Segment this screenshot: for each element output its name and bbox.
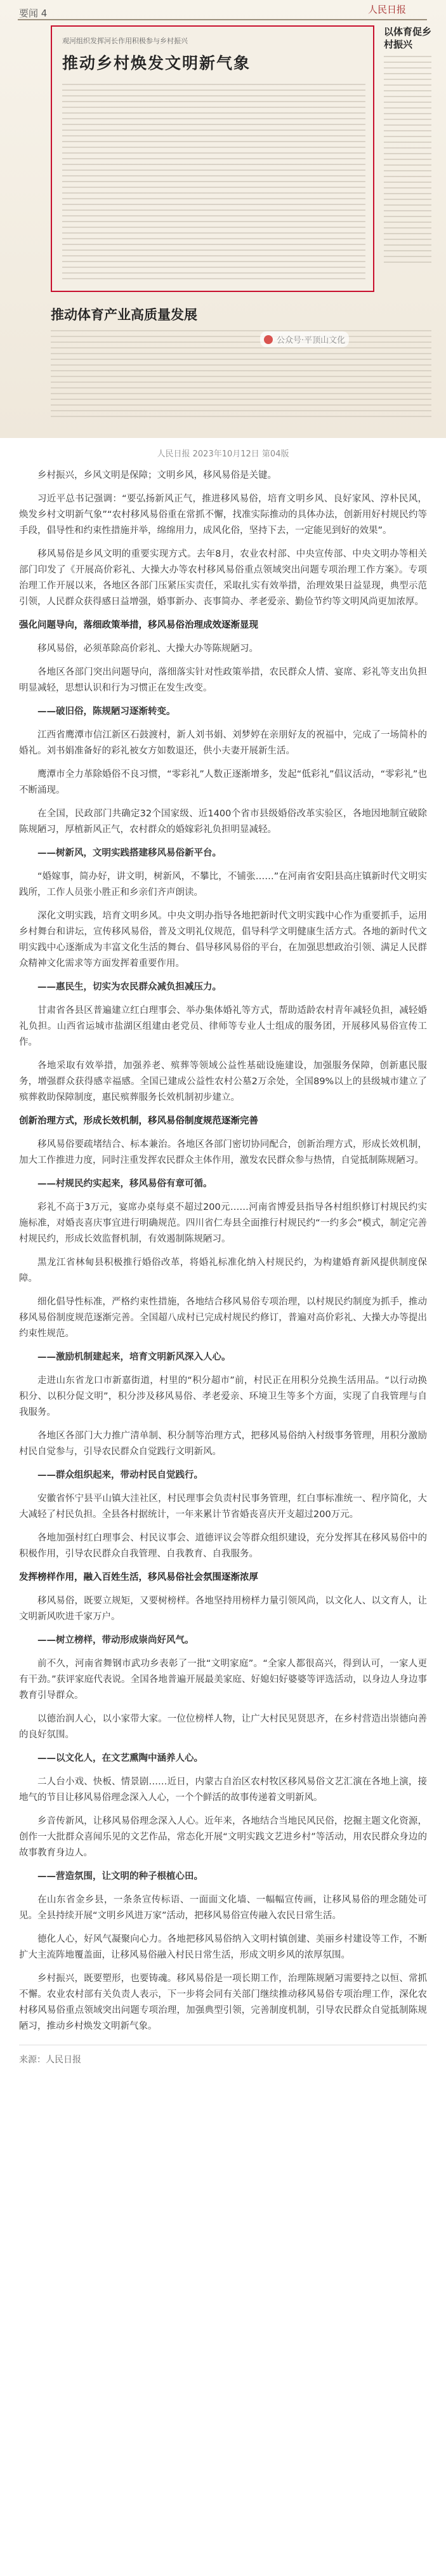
article-paragraph: ——以文化人，在文艺熏陶中涵养人心。 — [37, 1753, 203, 1763]
article-paragraph: 乡村振兴，既要塑形，也要铸魂。移风易俗是一项长期工作，治理陈规陋习需要持之以恒、常抓不懈。农业农村部有关负责人表示，下一步将会同有关部门继续推动移风易俗专项治理工作，深化农村移风易俗重点领域突出问题专项治理，加强典型引领，完善制度机制，引导农民群众自觉抵制陈规陋习，推动乡村焕发文明新气象。 — [19, 1974, 427, 2031]
article-body — [0, 468, 446, 2035]
article-paragraph: ——激励机制建起来，培育文明新风深入人心。 — [37, 1352, 231, 1362]
article-paragraph: 移风易俗，必须革除高价彩礼、大操大办等陈规陋习。 — [37, 644, 258, 654]
article-paragraph: 各地区各部门大力推广清单制、积分制等治理方式，把移风易俗纳入村级事务管理，用积分激励村民自觉参与，引导农民群众自觉践行文明新风。 — [19, 1431, 427, 1457]
side-text-lines — [384, 56, 431, 265]
article-paragraph: 移风易俗要疏堵结合、标本兼治。各地区各部门密切协同配合，创新治理方式，形成长效机制，加大工作推进力度，同时注重发挥农民群众主体作用，激发农民群众参与热情，自觉抵制陈规陋习。 — [19, 1139, 427, 1165]
article-paragraph: “婚嫁事，简办好，讲文明，树新风，不攀比，不铺张……”在河南省安阳县高庄镇新时代文明实践所，工作人员张小胜正和乡亲们齐声朗读。 — [19, 872, 427, 898]
article-paragraph: ——惠民生，切实为农民群众减负担减压力。 — [37, 982, 221, 992]
article-paragraph: 江西省鹰潭市信江新区石鼓渡村，新人刘书娟、刘梦婷在亲朋好友的祝福中，完成了一场简朴的婚礼。刘书娟准备好的彩礼被女方如数退还，供小夫妻开展新生活。 — [19, 730, 427, 756]
article-paragraph: 走进山东省龙口市新嘉街道，村里的“积分超市”前，村民正在用积分兑换生活用品。“以行动换积分、以积分促文明”，积分涉及移风易俗、孝老爱亲、环境卫生等多个方面，实现了自我管理与自我服务。 — [19, 1376, 427, 1417]
article-paragraph: 移风易俗是乡风文明的重要实现方式。去年8月，农业农村部、中央宣传部、中央文明办等相关部门印发了《开展高价彩礼、大操大办等农村移风易俗重点领域突出问题专项治理工作方案》。专项治理工作开展以来，各地区各部门压紧压实责任，采取扎实有效举措，治理效果日益显现，典型示范引领，人民群众获得感日益增强，婚事新办、丧事简办、孝老爱亲、勤俭节约等文明风尚更加浓厚。 — [19, 549, 427, 607]
page-label: 要闻 4 — [19, 8, 48, 19]
highlighted-article-box — [51, 25, 374, 292]
article-paragraph: ——村规民约实起来，移风易俗有章可循。 — [37, 1179, 213, 1189]
article-paragraph: ——营造氛围，让文明的种子根植心田。 — [37, 1871, 203, 1882]
article-paragraph: 德化人心，好风气凝聚向心力。各地把移风易俗纳入文明村镇创建、美丽乡村建设等工作，不断扩大主流阵地覆盖面，让移风易俗融入村民日常生活，形成文明乡风的浓厚氛围。 — [19, 1934, 427, 1960]
side-column — [384, 25, 431, 292]
article-paragraph: 彩礼不高于3万元，宴席办桌每桌不超过200元……河南省博爱县指导各村组织修订村规民约实施标准，对婚丧喜庆事宜进行明确规范。四川省仁寿县全面推行村规民约“一约多会”模式，制定完善村规民约，形成长效监督机制，有效遏制陈规陋习。 — [19, 1202, 427, 1244]
section-heading: 发挥榜样作用，融入百姓生活，移风易俗社会氛围逐渐浓厚 — [19, 1572, 258, 1583]
article-paragraph: 安徽省怀宁县平山镇大洼社区，村民理事会负责村民事务管理，红白事标准统一、程序简化，大大减轻了村民负担。全县各村据统计，一年来累计节省婚丧喜庆开支超过200万元。 — [19, 1494, 427, 1520]
lower-text-lines — [51, 330, 431, 419]
headline-kicker: 观河组织发挥河长作用积极参与乡村振兴 — [62, 37, 188, 45]
watermark — [260, 331, 349, 347]
article-paragraph: 各地加强村红白理事会、村民议事会、道德评议会等群众组织建设，充分发挥其在移风易俗中的积极作用，引导农民群众自我管理、自我教育、自我服务。 — [19, 1533, 427, 1559]
article-paragraph: 各地采取有效举措，加强养老、殡葬等领域公益性基础设施建设，加强服务保障，创新惠民服务，增强群众获得感幸福感。全国已建成公益性农村公墓2万余处，全国89%以上的县级城市建立了殡葬救助保障制度，惠民殡葬服务长效机制初步建立。 — [19, 1061, 427, 1103]
article-paragraph: 在山东省金乡县，一条条宣传标语、一面面文化墙、一幅幅宣传画，让移风易俗的理念随处可见。全县持续开展“文明乡风进万家”活动，把移风易俗宣传融入农民日常生活。 — [19, 1895, 427, 1921]
article-paragraph: 习近平总书记强调：“要弘扬新风正气，推进移风易俗，培育文明乡风、良好家风、淳朴民风，焕发乡村文明新气象”“农村移风易俗重在常抓不懈，找准实际推动的具体办法，创新用好村规民约等手段，倡导性和约束性措施并举，绵绵用力，成风化俗，坚持下去，一定能见到好的效果”。 — [19, 494, 427, 536]
section-heading: 强化问题导向，落细政策举措，移风易俗治理成效逐渐显现 — [19, 620, 258, 630]
lower-headline: 推动体育产业高质量发展 — [51, 307, 197, 322]
article-paragraph: 甘肃省各县区普遍建立红白理事会、举办集体婚礼等方式，帮助适龄农村青年减轻负担，减轻婚礼负担。山西省运城市盐湖区组建由老党员、律师等专业人士组成的服务团，开展移风易俗宣传工作。 — [19, 1006, 427, 1047]
side-headline: 以体育促乡村振兴 — [384, 26, 432, 50]
article-paragraph: 乡音传新风，让移风易俗理念深入人心。近年来，各地结合当地民风民俗，挖掘主题文化资源，创作一大批群众喜闻乐见的文艺作品，常态化开展“文明实践文艺进乡村”等活动，用农民群众身边的故事教育身边人。 — [19, 1816, 427, 1858]
article-paragraph: 移风易俗，既要立规矩，又要树榜样。各地坚持用榜样力量引领风尚，以文化人、以文育人，让文明新风吹进千家万户。 — [19, 1596, 427, 1622]
watermark-text: 公众号·平顶山文化 — [277, 336, 346, 345]
article-paragraph: 黑龙江省林甸县积极推行婚俗改革，将婚礼标准化纳入村规民约，为构建婚育新风提供制度保障。 — [19, 1258, 427, 1284]
image-caption: 人民日报 2023年10月12日 第04版 — [157, 449, 289, 459]
wechat-account-icon — [264, 335, 273, 344]
section-heading: 创新治理方式，形成长效机制，移风易俗制度规范逐渐完善 — [19, 1116, 258, 1126]
article-paragraph: 二人台小戏、快板、情景剧……近日，内蒙古自治区农村牧区移风易俗文艺汇演在各地上演，接地气的节目让移风易俗理念深入人心，一个个鲜活的故事传递着文明新风。 — [19, 1777, 427, 1803]
article-text-lines — [62, 84, 365, 281]
article-paragraph: 各地区各部门突出问题导向，落细落实针对性政策举措，农民群众人情、宴席、彩礼等支出负担明显减轻，思想认识和行为习惯正在发生改变。 — [19, 667, 427, 693]
article-paragraph: ——群众组织起来，带动村民自觉践行。 — [37, 1470, 203, 1480]
article-paragraph: 深化文明实践，培育文明乡风。中央文明办指导各地把新时代文明实践中心作为重要抓手，运用乡村舞台和讲坛，宣传移风易俗，普及文明礼仪规范，倡导科学文明健康生活方式。各地的新时代文明实践中心逐渐成为丰富文化生活的舞台、倡导移风易俗的平台，在加强思想政治引领、满足人民群众精神文化需求等方面发挥着重要作用。 — [19, 911, 427, 969]
article-paragraph: 以德治润人心，以小家带大家。一位位榜样人物，让广大村民见贤思齐，在乡村营造出崇德向善的良好氛围。 — [19, 1714, 427, 1740]
newspaper-page-image — [0, 0, 446, 438]
article-paragraph: 乡村振兴，乡风文明是保障；文明乡风，移风易俗是关键。 — [37, 470, 277, 481]
article-paragraph: 鹰潭市全力革除婚俗不良习惯，“零彩礼”人数正逐渐增多，发起“低彩礼”倡议活动，“零彩礼”也不断涌现。 — [19, 769, 427, 795]
headline: 推动乡村焕发文明新气象 — [62, 54, 251, 72]
article-paragraph: ——破旧俗，陈规陋习逐渐转变。 — [37, 707, 176, 717]
article-paragraph: 在全国，民政部门共确定32个国家级、近1400个省市县级婚俗改革实验区，各地因地制宜破除陈规陋习，厚植新风正气，农村群众的婚嫁彩礼负担明显减轻。 — [19, 809, 427, 835]
newspaper-masthead-logo: 人民日报 — [367, 4, 406, 15]
article-paragraph: ——树新风，文明实践搭建移风易俗新平台。 — [37, 848, 221, 858]
article-paragraph: 前不久，河南省舞钢市武功乡表彰了一批“文明家庭”。“全家人都很高兴，得到认可，一家人更有干劲。”获评家庭代表说。全国各地普遍开展最美家庭、好媳妇好婆婆等评选活动，以身边人身边事教育引导群众。 — [19, 1659, 427, 1701]
header-rule — [18, 19, 427, 20]
article-paragraph: ——树立榜样，带动形成崇尚好风气。 — [37, 1635, 194, 1645]
article-paragraph: 细化倡导性标准，严格约束性措施，各地结合移风易俗专项治理，以村规民约制度为抓手，推动移风易俗制度规范逐渐完善。全国超八成村已完成村规民约修订，普遍对高价彩礼、大操大办等提出约束性规范。 — [19, 1297, 427, 1339]
source-label: 来源：人民日报 — [19, 2055, 81, 2065]
